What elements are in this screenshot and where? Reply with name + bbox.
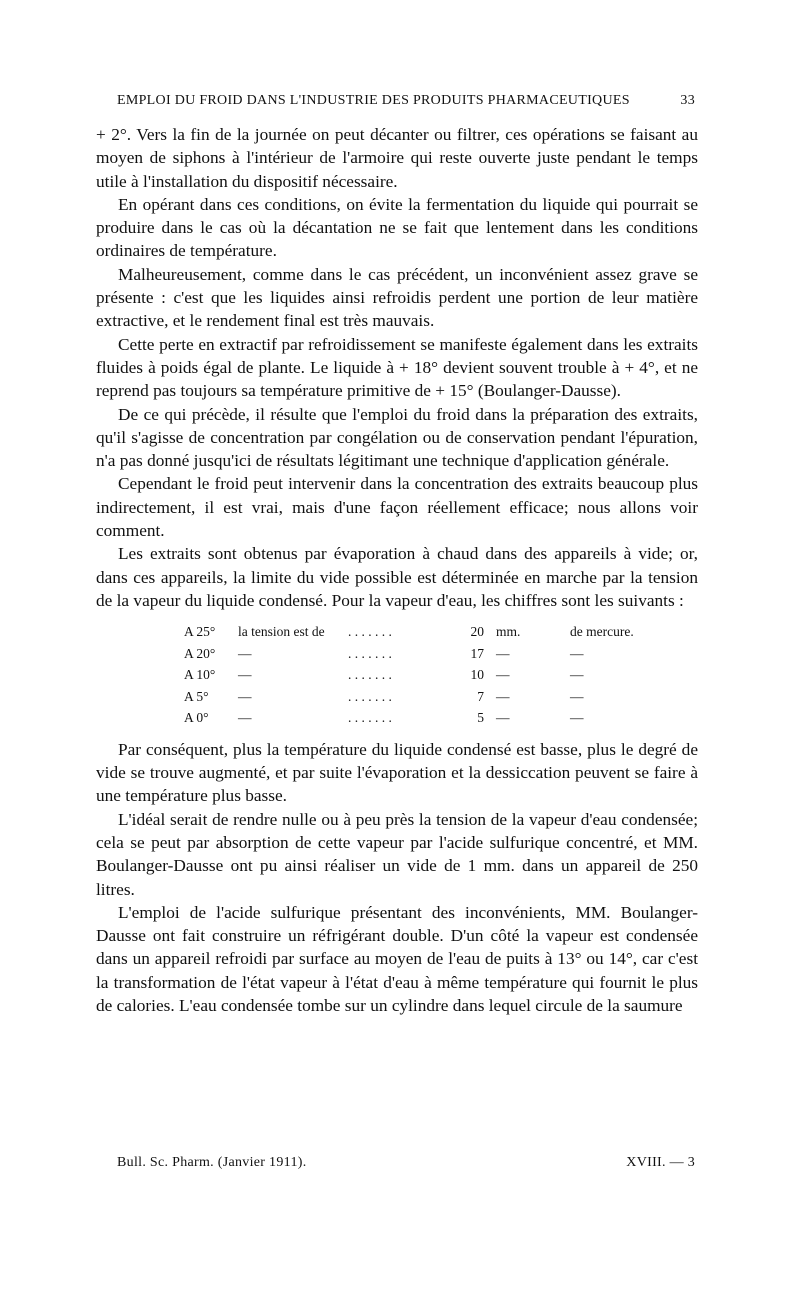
- leader-dots: . . . . . . .: [348, 667, 392, 683]
- medium-cell: —: [570, 688, 584, 704]
- journal-citation: Bull. Sc. Pharm. (Janvier 1911).: [117, 1155, 307, 1170]
- table-row: [184, 621, 698, 643]
- paragraph: En opérant dans ces conditions, on évite la fermentation du liquide qui pourrait se produire dans le cas où la décantation ne se fait que lentement dans les conditions ordinaires de température.: [96, 194, 698, 261]
- leader-dots: . . . . . . .: [348, 710, 392, 726]
- paragraph: Malheureusement, comme dans le cas précédent, un inconvénient assez grave se présente : c'est que les liquides ainsi refroidis perdent une portion de leur matière extractive, et le rendement final est très mauvais.: [96, 264, 698, 331]
- paragraph: + 2°. Vers la fin de la journée on peut décanter ou filtrer, ces opérations se faisant au moyen de siphons à l'intérieur de l'armoire qui reste ouverte juste pendant le temps utile à l'installation du dispositif nécessaire.: [96, 125, 698, 191]
- temperature-cell: A 5°: [184, 688, 209, 704]
- value-cell: 5: [477, 710, 484, 726]
- signature-mark: XVIII. — 3: [626, 1155, 695, 1170]
- leader-dots: . . . . . . .: [348, 688, 392, 704]
- table-row: [184, 664, 698, 686]
- temperature-cell: A 10°: [184, 667, 216, 683]
- paragraph: L'emploi de l'acide sulfurique présentant des inconvénients, MM. Boulanger-Dausse ont fait construire un réfrigérant double. D'un côté la vapeur est condensée dans un appareil refroidi par surface au moyen de l'eau de puits à 13° ou 14°, car c'est la transformation de l'état vapeur à l'état d'eau à même température qui fournit le plus de calories. L'eau condensée tombe sur un cylindre dans lequel circule de la saumure: [96, 902, 698, 1015]
- medium-cell: —: [570, 667, 584, 683]
- unit-cell: —: [496, 667, 510, 683]
- temperature-cell: A 0°: [184, 710, 209, 726]
- paragraph: Par conséquent, plus la température du liquide condensé est basse, plus le degré de vide se trouve augmenté, et par suite l'évaporation et la dessiccation peuvent se faire à une température plus basse.: [96, 739, 698, 806]
- unit-cell: mm.: [496, 624, 521, 640]
- body-text: [96, 123, 698, 1017]
- header-title: EMPLOI DU FROID DANS L'INDUSTRIE DES PRODUITS PHARMACEUTIQUES: [117, 93, 630, 108]
- value-cell: 10: [470, 667, 484, 683]
- paragraph: Cette perte en extractif par refroidissement se manifeste également dans les extraits fluides à poids égal de plante. Le liquide à + 18° devient souvent trouble à + 4°, et ne reprend pas toujours sa température primitive de + 15° (Boulanger-Dausse).: [96, 334, 698, 401]
- unit-cell: —: [496, 710, 510, 726]
- label-cell: —: [238, 688, 252, 704]
- leader-dots: . . . . . . .: [348, 645, 392, 661]
- paragraph: Les extraits sont obtenus par évaporation à chaud dans des appareils à vide; or, dans ces appareils, la limite du vide possible est déterminée en marche par la tension de la vapeur du liquide condensé. Pour la vapeur d'eau, les chiffres sont les suivants :: [96, 544, 698, 610]
- value-cell: 20: [470, 624, 484, 640]
- label-cell: la tension est de: [238, 624, 325, 640]
- medium-cell: de mercure.: [570, 624, 634, 640]
- unit-cell: —: [496, 645, 510, 661]
- label-cell: —: [238, 667, 252, 683]
- medium-cell: —: [570, 710, 584, 726]
- value-cell: 7: [477, 688, 484, 704]
- vapor-tension-table: [96, 621, 698, 729]
- table-row: [184, 643, 698, 665]
- unit-cell: —: [496, 688, 510, 704]
- paragraph: Cependant le froid peut intervenir dans la concentration des extraits beaucoup plus indirectement, il est vrai, mais d'une façon réellement efficace; nous allons voir comment.: [96, 474, 698, 541]
- label-cell: —: [238, 645, 252, 661]
- value-cell: 17: [470, 645, 484, 661]
- page-number: 33: [680, 93, 695, 108]
- medium-cell: —: [570, 645, 584, 661]
- temperature-cell: A 25°: [184, 624, 216, 640]
- table-row: [184, 686, 698, 708]
- label-cell: —: [238, 710, 252, 726]
- paragraph: L'idéal serait de rendre nulle ou à peu près la tension de la vapeur d'eau condensée; cela se peut par absorption de cette vapeur par l'acide sulfurique concentré, et MM. Boulanger-Dausse ont pu ainsi réaliser un vide de 1 mm. dans un appareil de 250 litres.: [96, 809, 698, 899]
- table-row: [184, 707, 698, 729]
- temperature-cell: A 20°: [184, 645, 216, 661]
- leader-dots: . . . . . . .: [348, 624, 392, 640]
- paragraph: De ce qui précède, il résulte que l'emploi du froid dans la préparation des extraits, qu'il s'agisse de concentration par congélation ou de conservation pendant l'épuration, n'a pas donné jusqu'ici de résultats légitimant une technique d'application générale.: [96, 404, 698, 471]
